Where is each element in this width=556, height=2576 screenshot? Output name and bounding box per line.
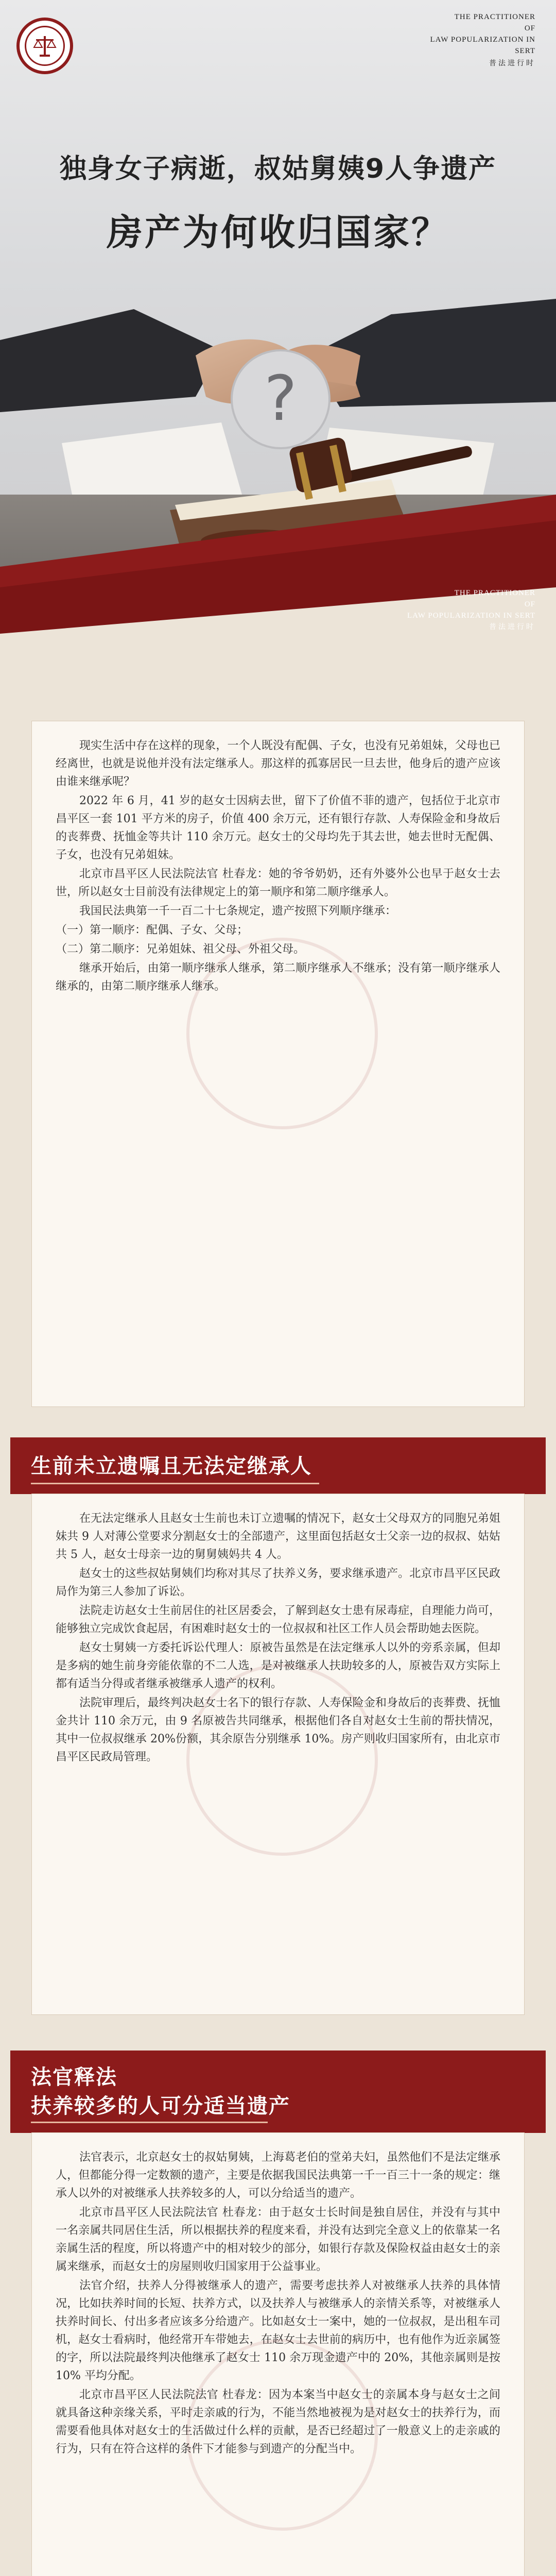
svg-text:?: ? — [264, 363, 297, 435]
top-bar — [0, 0, 556, 77]
watermark-seal-icon — [186, 938, 378, 1129]
section1-paragraph: 在无法定继承人且赵女士生前也未订立遗嘱的情况下，赵女士父母双方的同胞兄弟姐妹共 9 人对薄公堂要求分割赵女士的全部遗产，这里面包括赵女士父亲一边的叔叔、姑姑共 5 人，赵女士母亲一边的舅舅姨妈共 4 人。 — [56, 1512, 500, 1561]
section2-paragraph: 法官介绍，扶养人分得被继承人的遗产，需要考虑扶养人对被继承人扶养的具体情况，比如扶养时间的长短、扶养方式，以及扶养人与被继承人的亲情关系等，对被继承人扶养时间长、付出多者应该多分给遗产。比如赵女士一案中，她的一位叔叔，是出租车司机，赵女士看病时，他经常开车带她去，在赵女士去世前的病历中，也有他作为近亲属签的字，所以法院最终判决他继承了赵女士 110 余万现金遗产中的 20%，其他亲属则是按 10% 平均分配。 — [56, 2279, 500, 2382]
publisher-cn: 普法进行时 — [489, 59, 535, 67]
side-tagline — [402, 587, 535, 633]
section1-heading-text: 生前未立遗嘱且无法定继承人 — [31, 1454, 312, 1478]
watermark-seal-icon — [186, 2339, 378, 2531]
section2-paragraph: 北京市昌平区人民法院法官 杜春龙：因为本案当中赵女士的亲属本身与赵女士之间就具备这种亲缘关系，平时走亲戚的行为，不能当然地被视为是对赵女士的扶养行为，而需要看他具体对赵女士的生活做过什么样的贡献，是否已经超过了一般意义上的走亲戚的行为，只有在符合这样的条件下才能参与到遗产的分配当中。 — [56, 2388, 500, 2455]
intro-paragraph: 继承开始后，由第一顺序继承人继承，第二顺序继承人不继承；没有第一顺序继承人继承的，由第二顺序继承人继承。 — [56, 962, 500, 993]
side-en-line3: LAW POPULARIZATION IN SERT — [407, 612, 535, 620]
page-title-line2: 房产为何收归国家？ — [107, 211, 449, 253]
side-en-line1: THE PRACTITIONER — [454, 589, 535, 597]
section1-card — [32, 1494, 524, 2014]
section1-paragraph: 法院审理后，最终判决赵女士名下的银行存款、人寿保险金和身故后的丧葬费、抚恤金共计 110 余万元，由 9 名原被告共同继承，根据他们各自对赵女士生前的帮扶情况，其中一位叔叔继承 20%份额，其余原告分别继承 10%。房产则收归国家所有，由北京市昌平区民政局管理。 — [56, 1697, 500, 1764]
side-en-line2: OF — [524, 600, 535, 608]
publisher-tagline — [422, 11, 535, 69]
intro-list-item: （二）第二顺序：兄弟姐妹、祖父母、外祖父母。 — [56, 943, 305, 956]
side-cn: 普法进行时 — [489, 623, 535, 631]
page-title-line1: 独身女子病逝，叔姑舅姨9人争遗产 — [59, 154, 497, 184]
section2-paragraph: 法官表示，北京赵女士的叔姑舅姨，上海葛老伯的堂弟夫妇，虽然他们不是法定继承人，但都能分得一定数额的遗产，主要是依据我国民法典第一千一百三十一条的规定：继承人以外的对被继承人扶养较多的人，可以分给适当的遗产。 — [56, 2151, 500, 2200]
section2-heading-line1: 法官释法 — [31, 2065, 117, 2089]
intro-paragraph: 北京市昌平区人民法院法官 杜春龙：她的爷爷奶奶，还有外婆外公也早于赵女士去世，所以赵女士目前没有法律规定上的第一顺序和第二顺序继承人。 — [56, 868, 500, 899]
section2-heading-line2: 扶养较多的人可分适当遗产 — [31, 2094, 290, 2118]
publisher-logo — [16, 18, 73, 74]
heading-underline — [31, 1483, 319, 1484]
publisher-en-line1: THE PRACTITIONER — [454, 13, 535, 21]
section1-paragraph: 法院走访赵女士生前居住的社区居委会，了解到赵女士患有尿毒症，自理能力尚可，能够独立完成饮食起居，有困难时赵女士的一位叔叔和社区工作人员会帮助她去医院。 — [56, 1604, 500, 1635]
heading-underline — [31, 2122, 268, 2123]
scales-icon — [32, 33, 58, 59]
section2-heading — [10, 2050, 546, 2133]
intro-list-item: （一）第一顺序：配偶、子女、父母； — [56, 924, 249, 937]
section2-card — [32, 2133, 524, 2576]
section1-paragraph: 赵女士舅姨一方委托诉讼代理人：原被告虽然是在法定继承人以外的旁系亲属，但却是多病的她生前身旁能依靠的不二人选，是对被继承人扶助较多的人，原被告双方实际上都有适当分得或者继承被继承人遗产的权利。 — [56, 1641, 500, 1690]
intro-paragraph: 我国民法典第一千一百二十七条规定，遗产按照下列顺序继承： — [79, 905, 397, 918]
publisher-en-line2: OF — [524, 24, 535, 32]
watermark-seal-icon — [186, 1664, 378, 1856]
section2-paragraph: 北京市昌平区人民法院法官 杜春龙：由于赵女士长时间是独自居住，并没有与其中一名亲属共同居住生活，所以根据扶养的程度来看，并没有达到完全意义上的依靠某一名亲属生活的程度，所以将遗产中的相对较少的部分，如银行存款及保险权益由赵女士的亲属来继承，而赵女士的房屋则收归国家用于公益事业。 — [56, 2206, 500, 2273]
intro-paragraph: 现实生活中存在这样的现象，一个人既没有配偶、子女，也没有兄弟姐妹，父母也已经离世，也就是说他并没有法定继承人。那这样的孤寡居民一旦去世，他身后的遗产应该由谁来继承呢？ — [56, 739, 500, 788]
intro-paragraph: 2022 年 6 月，41 岁的赵女士因病去世，留下了价值不菲的遗产，包括位于北京市昌平区一套 101 平方米的房子，价值 400 余万元，还有银行存款、人寿保险金和身故后的丧葬费、抚恤金等共计 110 余万元。赵女士的父母均先于其去世，她去世时无配偶、子女，也没有兄弟姐妹。 — [56, 794, 500, 861]
section1-heading — [10, 1437, 546, 1494]
section1-paragraph: 赵女士的这些叔姑舅姨们均称对其尽了扶养义务，要求继承遗产。北京市昌平区民政局作为第三人参加了诉讼。 — [56, 1567, 500, 1598]
hero-banner — [0, 0, 556, 685]
intro-card — [32, 721, 524, 1406]
publisher-en-line3: LAW POPULARIZATION IN SERT — [430, 36, 535, 55]
